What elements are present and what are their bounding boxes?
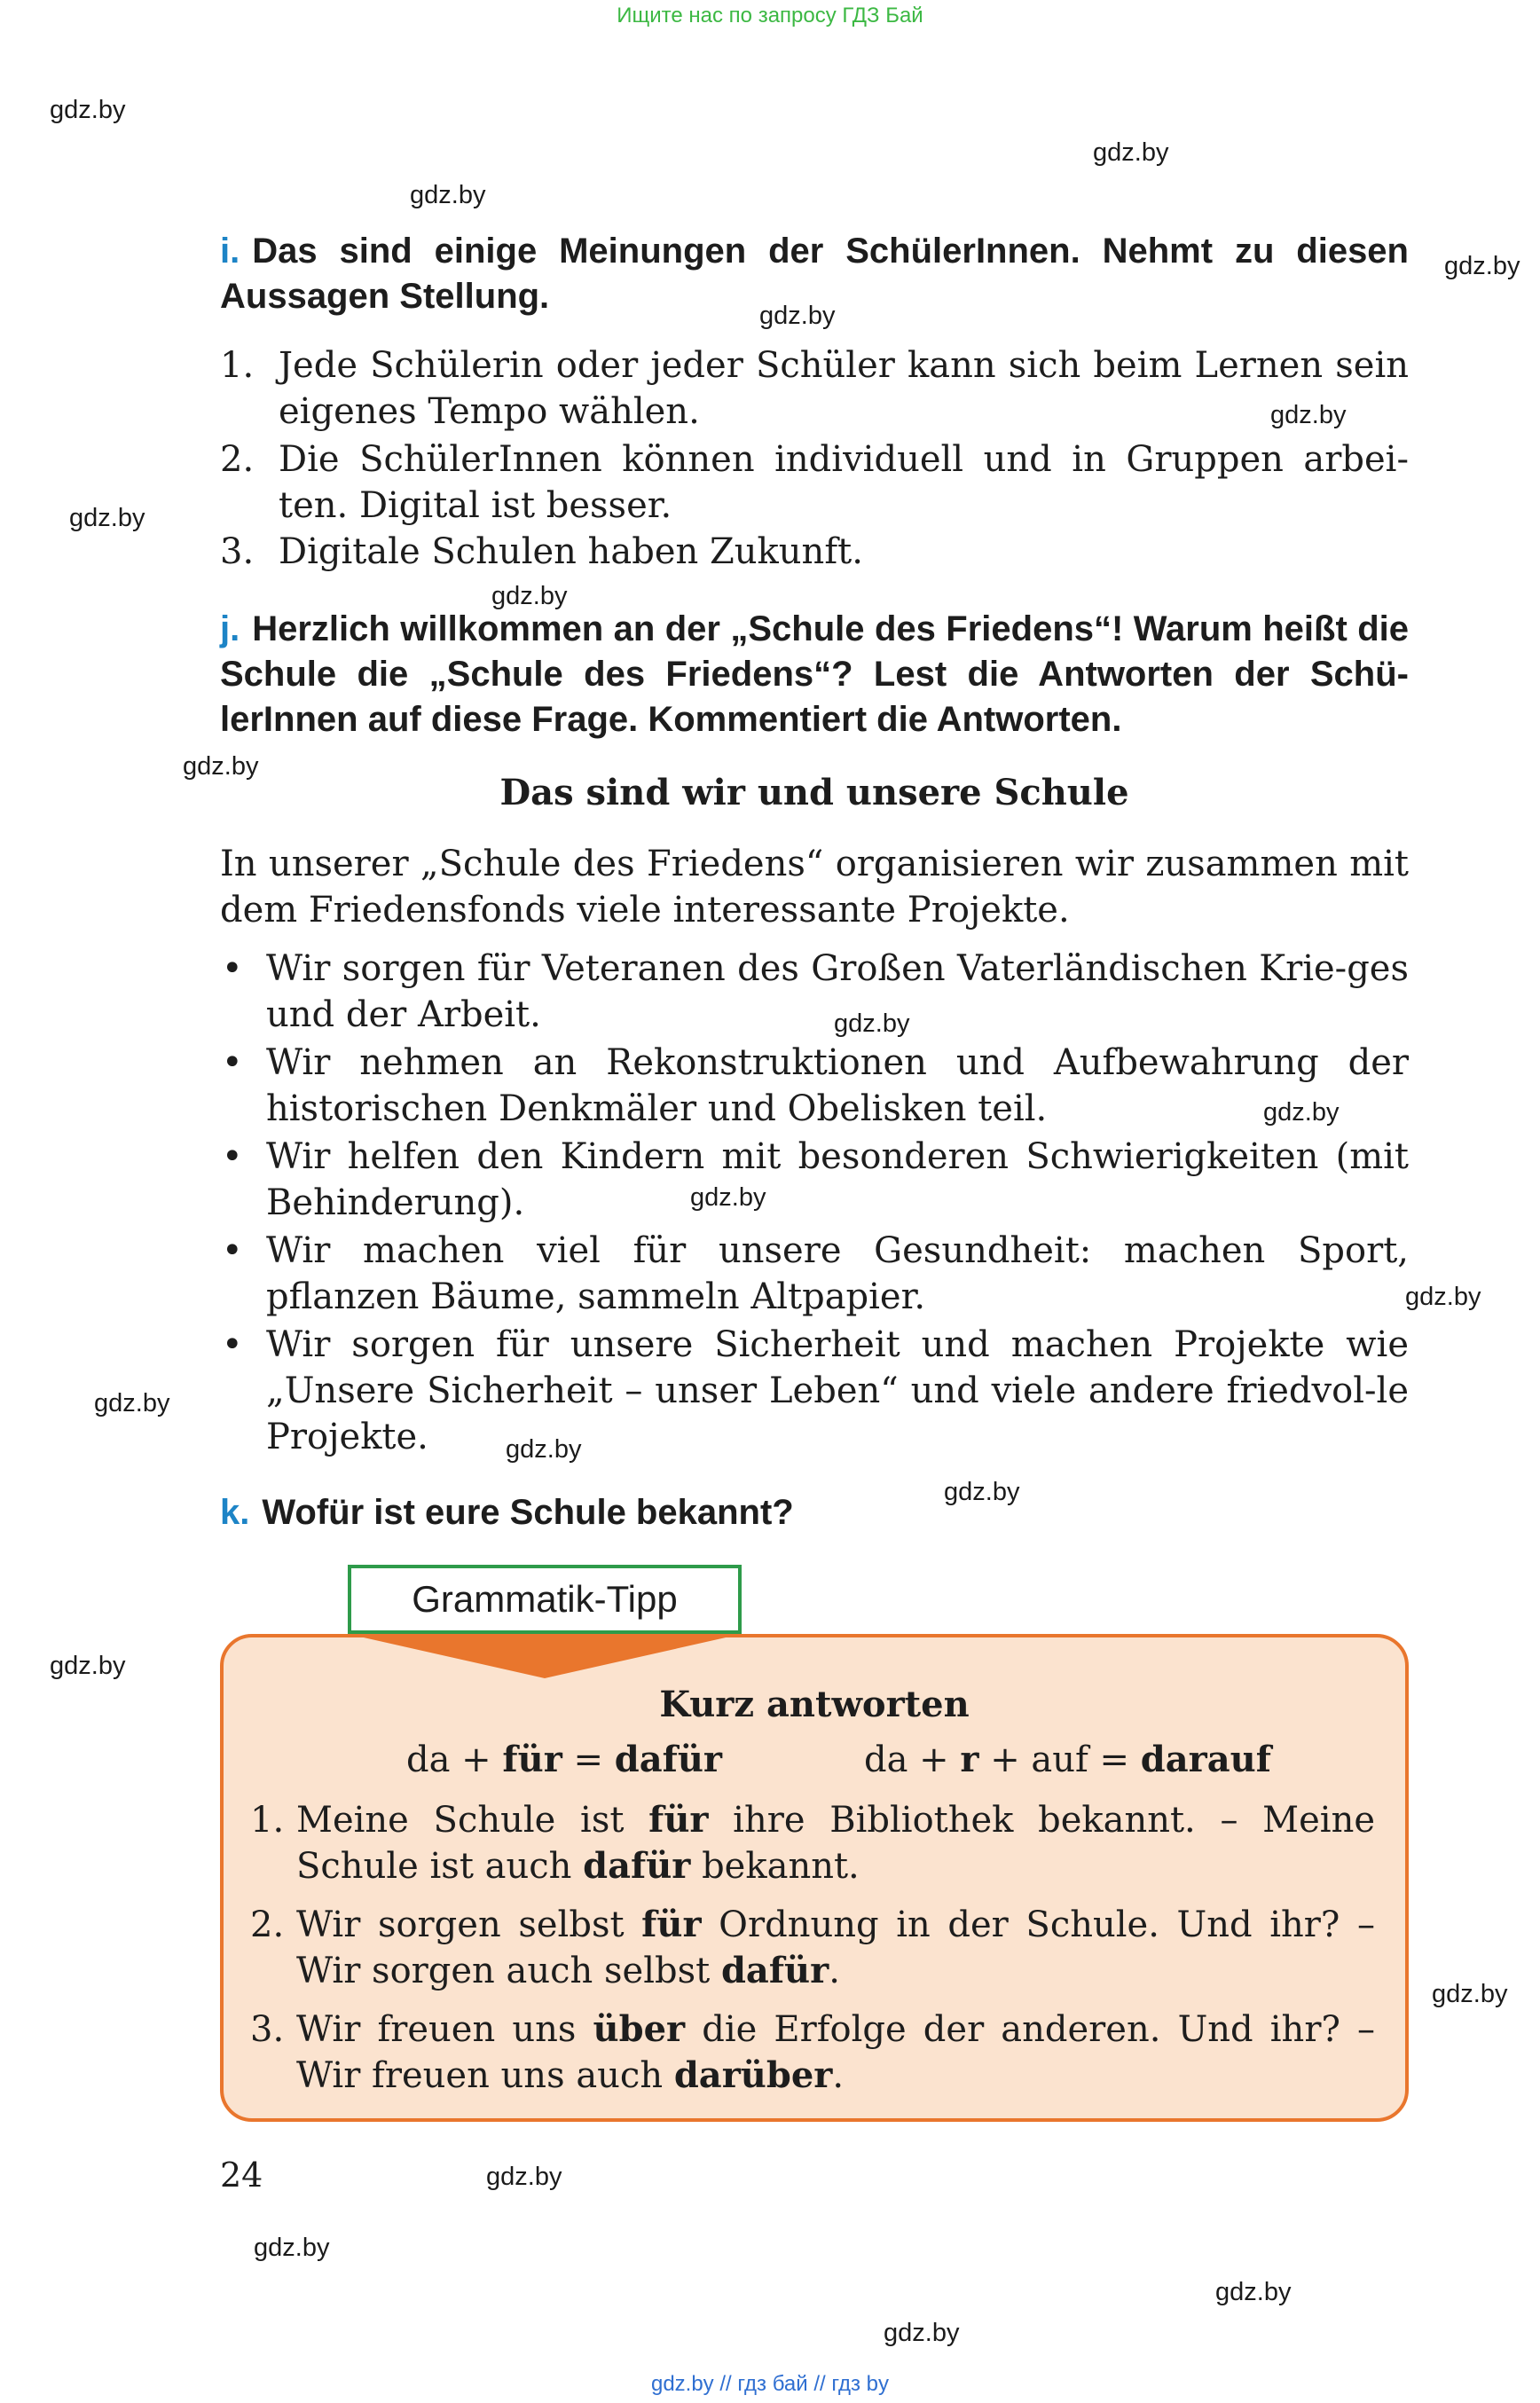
grammar-tip-arrow <box>348 1634 742 1680</box>
formula-part: dafür <box>614 1739 722 1780</box>
task-k-instruction <box>220 1490 1409 1535</box>
formula-part: darauf <box>1140 1739 1271 1780</box>
formula-part: + auf = <box>978 1739 1141 1780</box>
item-text: Die SchülerInnen können individuell und in Gruppen arbei-ten. Digital ist besser. <box>279 439 1409 526</box>
bullet-item <box>220 1134 1409 1226</box>
watermark: gdz.by <box>1405 1283 1481 1311</box>
task-i-instruction <box>220 229 1409 319</box>
example-text: Wir sorgen selbst für Ordnung in der Schule. Und ihr? – Wir sorgen auch selbst dafür. <box>296 1904 1375 1991</box>
formula-dafuer <box>406 1739 722 1780</box>
watermark: gdz.by <box>50 1652 126 1680</box>
item-number: 3. <box>250 2009 285 2050</box>
watermark: gdz.by <box>1093 138 1169 167</box>
watermark: gdz.by <box>944 1478 1020 1506</box>
bullet-icon: • <box>222 1324 243 1365</box>
opinion-item <box>220 436 1409 529</box>
watermark: gdz.by <box>94 1389 170 1417</box>
footer-links[interactable]: gdz.by // гдз бай // гдз by <box>650 2372 890 2396</box>
grammar-example <box>250 1797 1375 1889</box>
task-letter: j. <box>220 609 240 648</box>
formula-part: da + <box>864 1739 961 1780</box>
bullet-item <box>220 1228 1409 1320</box>
opinion-item <box>220 342 1409 435</box>
watermark: gdz.by <box>759 302 836 330</box>
task-letter: i. <box>220 232 240 271</box>
item-text: Digitale Schulen haben Zukunft. <box>279 531 863 572</box>
watermark: gdz.by <box>1432 1980 1508 2008</box>
bullet-text: Wir helfen den Kindern mit besonderen Schwierigkeiten (mit Behinderung). <box>266 1136 1409 1223</box>
bullet-item <box>220 1040 1409 1132</box>
watermark: gdz.by <box>486 2163 562 2191</box>
formula-part: für <box>502 1739 562 1780</box>
task-j-instruction <box>220 607 1409 742</box>
grammar-tip-title: Kurz antworten <box>659 1684 970 1725</box>
bullet-icon: • <box>222 1230 243 1271</box>
bullet-item <box>220 946 1409 1038</box>
watermark: gdz.by <box>506 1435 582 1464</box>
watermark: gdz.by <box>1263 1098 1340 1127</box>
item-number: 2. <box>250 1904 285 1945</box>
watermark: gdz.by <box>410 181 486 209</box>
watermark: gdz.by <box>254 2234 330 2262</box>
watermark: gdz.by <box>1215 2278 1292 2306</box>
watermark: gdz.by <box>491 582 568 610</box>
example-text: Meine Schule ist für ihre Bibliothek bekannt. – Meine Schule ist auch dafür bekannt. <box>296 1799 1375 1887</box>
page-number: 24 <box>220 2156 263 2195</box>
watermark: gdz.by <box>1444 252 1520 280</box>
bullet-icon: • <box>222 1042 243 1083</box>
watermark: gdz.by <box>69 504 145 532</box>
top-search-hint[interactable]: Ищите нас по запросу ГДЗ Бай <box>617 4 923 27</box>
watermark: gdz.by <box>1270 401 1347 429</box>
bullet-text: Wir sorgen für unsere Sicherheit und machen Projekte wie „Unsere Sicherheit – unser Leben“ und viele andere friedvol-le Projekte. <box>266 1324 1409 1457</box>
item-number: 1. <box>250 1800 285 1841</box>
item-number: 3. <box>220 531 255 572</box>
task-text: Das sind einige Meinungen der SchülerInnen. Nehmt zu diesen Aussagen Stellung. <box>220 232 1409 316</box>
reading-heading: Das sind wir und unsere Schule <box>499 772 1129 813</box>
watermark: gdz.by <box>183 752 259 781</box>
bullet-text: Wir machen viel für unsere Gesundheit: machen Sport, pflanzen Bäume, sammeln Altpapier. <box>266 1230 1409 1317</box>
item-text: Jede Schülerin oder jeder Schüler kann sich beim Lernen sein eigenes Tempo wählen. <box>279 345 1409 432</box>
example-text: Wir freuen uns über die Erfolge der anderen. Und ihr? – Wir freuen uns auch darüber. <box>296 2008 1375 2096</box>
reading-intro: In unserer „Schule des Friedens“ organisieren wir zusammen mit dem Friedensfonds viele interessante Projekte. <box>220 844 1409 931</box>
grammar-tip-label: Grammatik-Tipp <box>348 1565 742 1634</box>
grammar-example <box>250 1902 1375 1994</box>
formula-darauf <box>864 1739 1271 1780</box>
formula-part: r <box>960 1739 979 1780</box>
watermark: gdz.by <box>884 2319 960 2347</box>
task-text: Herzlich willkommen an der „Schule des Friedens“! Warum heißt die Schule die „Schule des Friedens“? Lest die Antworten der Schü-lerInnen auf diese Frage. Kommentiert die Antworten. <box>220 609 1409 739</box>
bullet-icon: • <box>222 1136 243 1177</box>
formula-part: = <box>562 1739 615 1780</box>
watermark: gdz.by <box>834 1009 910 1038</box>
task-text: Wofür ist eure Schule bekannt? <box>262 1493 794 1532</box>
watermark: gdz.by <box>690 1183 766 1212</box>
watermark: gdz.by <box>50 96 126 124</box>
bullet-text: Wir sorgen für Veteranen des Großen Vaterländischen Krie-ges und der Arbeit. <box>266 948 1409 1035</box>
opinion-item <box>220 529 1409 575</box>
bullet-text: Wir nehmen an Rekonstruktionen und Aufbewahrung der historischen Denkmäler und Obelisken teil. <box>266 1042 1409 1129</box>
formula-part: da + <box>406 1739 503 1780</box>
task-letter: k. <box>220 1493 250 1532</box>
bullet-icon: • <box>222 948 243 989</box>
item-number: 2. <box>220 439 255 480</box>
grammar-example <box>250 2006 1375 2099</box>
item-number: 1. <box>220 345 255 386</box>
bullet-item <box>220 1322 1409 1460</box>
